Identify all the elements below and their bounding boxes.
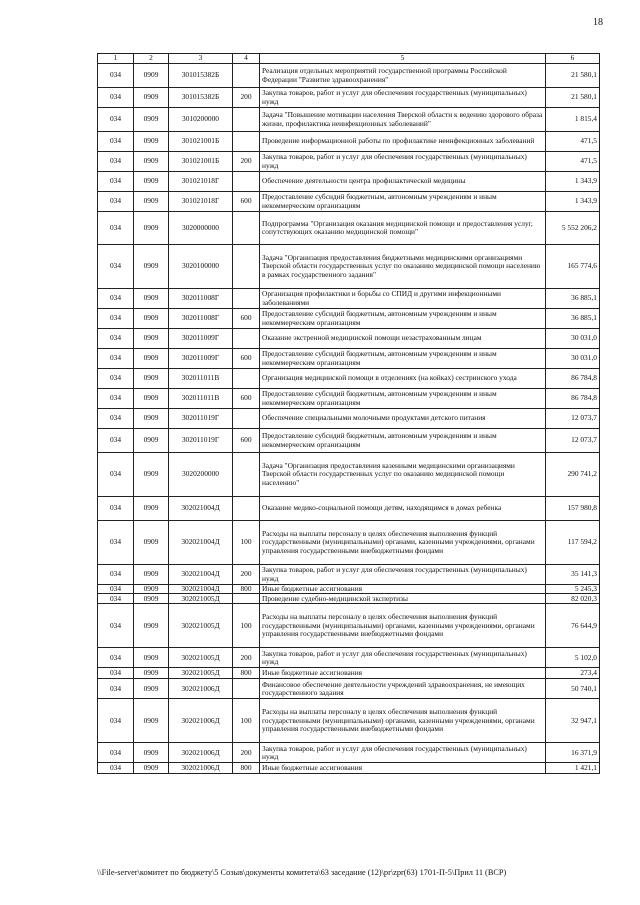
expense-type-code: 200 [233, 565, 260, 585]
ministry-code: 034 [98, 289, 134, 309]
target-article-code: 302011019Г [169, 429, 233, 453]
ministry-code: 034 [98, 604, 134, 648]
amount: 21 580,1 [546, 88, 600, 108]
table-row [98, 132, 600, 152]
section-code: 0909 [134, 108, 169, 132]
amount: 76 644,9 [546, 604, 600, 648]
ministry-code: 034 [98, 585, 134, 594]
amount: 471,5 [546, 152, 600, 172]
expense-type-code: 800 [233, 763, 260, 774]
table-row [98, 679, 600, 699]
amount: 36 885,1 [546, 289, 600, 309]
ministry-code: 034 [98, 108, 134, 132]
page-number: 18 [593, 17, 603, 28]
expense-type-code: 600 [233, 429, 260, 453]
table-row [98, 172, 600, 192]
target-article-code: 302021005Д [169, 648, 233, 668]
expense-type-code [233, 212, 260, 245]
table-body [98, 64, 600, 774]
table-row [98, 565, 600, 585]
item-description: Закупка товаров, работ и услуг для обеспечения государственных (муниципальных) нужд [260, 743, 546, 763]
target-article-code: 302011008Г [169, 289, 233, 309]
table-row [98, 152, 600, 172]
item-description: Оказание медико-социальной помощи детям, находящимся в домах ребенка [260, 497, 546, 521]
item-description: Предоставление субсидий бюджетным, автономным учреждениям и иным некоммерческим организациям [260, 389, 546, 409]
table-row [98, 648, 600, 668]
expense-type-code: 200 [233, 648, 260, 668]
target-article-code: 302011011В [169, 369, 233, 389]
section-code: 0909 [134, 132, 169, 152]
target-article-code: 302011011В [169, 389, 233, 409]
section-code: 0909 [134, 409, 169, 429]
target-article-code: 302021004Д [169, 497, 233, 521]
expense-type-code [233, 172, 260, 192]
target-article-code: 302021006Д [169, 679, 233, 699]
table-row [98, 604, 600, 648]
ministry-code: 034 [98, 699, 134, 743]
target-article-code: 302021004Д [169, 521, 233, 565]
table-row [98, 521, 600, 565]
target-article-code: 302011009Г [169, 349, 233, 369]
column-header: 1 [98, 54, 134, 64]
amount: 1 343,9 [546, 192, 600, 212]
table-row [98, 497, 600, 521]
ministry-code: 034 [98, 172, 134, 192]
expense-type-code: 800 [233, 668, 260, 679]
amount: 5 245,3 [546, 585, 600, 594]
table-row [98, 743, 600, 763]
expense-type-code: 600 [233, 389, 260, 409]
target-article-code: 302011008Г [169, 309, 233, 329]
section-code: 0909 [134, 349, 169, 369]
section-code: 0909 [134, 369, 169, 389]
file-path-footer: \\File-server\комитет по бюджету\5 Созыв\документы комитета\63 заседание (12)\pr\zpr(63) 1701-П-5\Прил 11 (ВСР) [97, 868, 507, 877]
amount: 5 102,0 [546, 648, 600, 668]
expense-type-code [233, 329, 260, 349]
ministry-code: 034 [98, 309, 134, 329]
target-article-code: 302021006Д [169, 763, 233, 774]
item-description: Проведение судебно-медицинской экспертизы [260, 594, 546, 604]
table-row [98, 329, 600, 349]
ministry-code: 034 [98, 152, 134, 172]
section-code: 0909 [134, 699, 169, 743]
target-article-code: 302021006Д [169, 743, 233, 763]
table-row [98, 409, 600, 429]
column-header: 6 [546, 54, 600, 64]
section-code: 0909 [134, 152, 169, 172]
item-description: Расходы на выплаты персоналу в целях обеспечения выполнения функций государственными (муниципальными) органами, казенными учреждениями, органами управления государственными внебюджетными фондами [260, 521, 546, 565]
ministry-code: 034 [98, 497, 134, 521]
section-code: 0909 [134, 212, 169, 245]
column-header: 5 [260, 54, 546, 64]
expense-type-code [233, 497, 260, 521]
ministry-code: 034 [98, 668, 134, 679]
item-description: Расходы на выплаты персоналу в целях обеспечения выполнения функций государственными (муниципальными) органами, казенными учреждениями, органами управления государственными внебюджетными фондами [260, 604, 546, 648]
amount: 12 073,7 [546, 409, 600, 429]
section-code: 0909 [134, 604, 169, 648]
expense-type-code [233, 108, 260, 132]
expense-type-code [233, 594, 260, 604]
ministry-code: 034 [98, 743, 134, 763]
section-code: 0909 [134, 648, 169, 668]
ministry-code: 034 [98, 763, 134, 774]
ministry-code: 034 [98, 212, 134, 245]
item-description: Закупка товаров, работ и услуг для обеспечения государственных (муниципальных) нужд [260, 648, 546, 668]
amount: 21 580,1 [546, 64, 600, 88]
section-code: 0909 [134, 743, 169, 763]
expense-type-code: 100 [233, 604, 260, 648]
amount: 30 031,0 [546, 329, 600, 349]
amount: 5 552 206,2 [546, 212, 600, 245]
section-code: 0909 [134, 594, 169, 604]
ministry-code: 034 [98, 648, 134, 668]
table-row [98, 88, 600, 108]
amount: 12 073,7 [546, 429, 600, 453]
item-description: Предоставление субсидий бюджетным, автономным учреждениям и иным некоммерческим организациям [260, 429, 546, 453]
amount: 32 947,1 [546, 699, 600, 743]
ministry-code: 034 [98, 192, 134, 212]
section-code: 0909 [134, 88, 169, 108]
ministry-code: 034 [98, 453, 134, 497]
ministry-code: 034 [98, 329, 134, 349]
target-article-code: 3020200000 [169, 453, 233, 497]
target-article-code: 301021001Б [169, 152, 233, 172]
expense-type-code [233, 453, 260, 497]
expense-type-code: 800 [233, 585, 260, 594]
expense-type-code [233, 64, 260, 88]
column-header: 3 [169, 54, 233, 64]
expense-type-code: 100 [233, 521, 260, 565]
ministry-code: 034 [98, 369, 134, 389]
section-code: 0909 [134, 497, 169, 521]
target-article-code: 302021005Д [169, 668, 233, 679]
expense-type-code [233, 289, 260, 309]
target-article-code: 302021006Д [169, 699, 233, 743]
target-article-code: 301015382Б [169, 64, 233, 88]
ministry-code: 034 [98, 132, 134, 152]
ministry-code: 034 [98, 521, 134, 565]
section-code: 0909 [134, 245, 169, 289]
table-row [98, 349, 600, 369]
target-article-code: 301021018Г [169, 192, 233, 212]
item-description: Реализация отдельных мероприятий государственной программы Российской Федерации "Развитие здравоохранения" [260, 64, 546, 88]
section-code: 0909 [134, 64, 169, 88]
amount: 290 741,2 [546, 453, 600, 497]
table-row [98, 369, 600, 389]
expense-type-code [233, 679, 260, 699]
target-article-code: 3020000000 [169, 212, 233, 245]
amount: 86 784,8 [546, 369, 600, 389]
amount: 50 740,1 [546, 679, 600, 699]
header-row [98, 54, 600, 64]
amount: 471,5 [546, 132, 600, 152]
table-row [98, 289, 600, 309]
item-description: Организация медицинской помощи в отделениях (на койках) сестринского ухода [260, 369, 546, 389]
table-row [98, 585, 600, 594]
ministry-code: 034 [98, 64, 134, 88]
table-row [98, 763, 600, 774]
target-article-code: 302011019Г [169, 409, 233, 429]
section-code: 0909 [134, 565, 169, 585]
expense-type-code: 600 [233, 309, 260, 329]
target-article-code: 302021005Д [169, 594, 233, 604]
amount: 117 594,2 [546, 521, 600, 565]
target-article-code: 301021018Г [169, 172, 233, 192]
section-code: 0909 [134, 585, 169, 594]
target-article-code: 302011009Г [169, 329, 233, 349]
expense-type-code: 600 [233, 349, 260, 369]
ministry-code: 034 [98, 88, 134, 108]
table-row [98, 108, 600, 132]
item-description: Проведение информационной работы по профилактике неинфекционных заболеваний [260, 132, 546, 152]
expense-type-code [233, 245, 260, 289]
expense-type-code: 200 [233, 152, 260, 172]
ministry-code: 034 [98, 594, 134, 604]
section-code: 0909 [134, 429, 169, 453]
expense-type-code: 200 [233, 88, 260, 108]
section-code: 0909 [134, 172, 169, 192]
section-code: 0909 [134, 679, 169, 699]
item-description: Иные бюджетные ассигнования [260, 763, 546, 774]
amount: 157 980,8 [546, 497, 600, 521]
ministry-code: 034 [98, 245, 134, 289]
item-description: Финансовое обеспечение деятельности учреждений здравоохранения, не имеющих государственного задания [260, 679, 546, 699]
expense-type-code [233, 132, 260, 152]
section-code: 0909 [134, 521, 169, 565]
item-description: Подпрограмма "Организация оказания медицинской помощи и предоставления услуг, сопутствующих оказанию медицинской помощи" [260, 212, 546, 245]
amount: 1 343,9 [546, 172, 600, 192]
section-code: 0909 [134, 389, 169, 409]
amount: 16 371,9 [546, 743, 600, 763]
budget-table [97, 53, 600, 774]
target-article-code: 3010200000 [169, 108, 233, 132]
item-description: Задача "Организация предоставления казенными медицинскими организациями Тверской области государственных услуг по оказанию медицинской помощи населению" [260, 453, 546, 497]
section-code: 0909 [134, 329, 169, 349]
table-row [98, 212, 600, 245]
table-row [98, 594, 600, 604]
section-code: 0909 [134, 192, 169, 212]
column-header: 4 [233, 54, 260, 64]
ministry-code: 034 [98, 349, 134, 369]
section-code: 0909 [134, 668, 169, 679]
item-description: Закупка товаров, работ и услуг для обеспечения государственных (муниципальных) нужд [260, 152, 546, 172]
item-description: Обеспечение специальными молочными продуктами детского питания [260, 409, 546, 429]
table-row [98, 245, 600, 289]
ministry-code: 034 [98, 389, 134, 409]
item-description: Закупка товаров, работ и услуг для обеспечения государственных (муниципальных) нужд [260, 88, 546, 108]
item-description: Предоставление субсидий бюджетным, автономным учреждениям и иным некоммерческим организациям [260, 309, 546, 329]
item-description: Задача "Повышение мотивации населения Тверской области к ведению здорового образа жизни, профилактика неинфекционных заболеваний" [260, 108, 546, 132]
ministry-code: 034 [98, 679, 134, 699]
item-description: Оказание экстренной медицинской помощи незастрахованным лицам [260, 329, 546, 349]
ministry-code: 034 [98, 429, 134, 453]
section-code: 0909 [134, 289, 169, 309]
item-description: Закупка товаров, работ и услуг для обеспечения государственных (муниципальных) нужд [260, 565, 546, 585]
amount: 82 020,3 [546, 594, 600, 604]
target-article-code: 301021001Б [169, 132, 233, 152]
table-row [98, 64, 600, 88]
expense-type-code: 200 [233, 743, 260, 763]
table-row [98, 389, 600, 409]
table-row [98, 699, 600, 743]
item-description: Организация профилактики и борьбы со СПИД и другими инфекционными заболеваниями [260, 289, 546, 309]
item-description: Предоставление субсидий бюджетным, автономным учреждениям и иным некоммерческим организациям [260, 349, 546, 369]
target-article-code: 3020100000 [169, 245, 233, 289]
expense-type-code: 100 [233, 699, 260, 743]
target-article-code: 301015382Б [169, 88, 233, 108]
item-description: Иные бюджетные ассигнования [260, 668, 546, 679]
amount: 86 784,8 [546, 389, 600, 409]
section-code: 0909 [134, 309, 169, 329]
item-description: Обеспечение деятельности центра профилактической медицины [260, 172, 546, 192]
item-description: Предоставление субсидий бюджетным, автономным учреждениям и иным некоммерческим организациям [260, 192, 546, 212]
amount: 30 031,0 [546, 349, 600, 369]
section-code: 0909 [134, 453, 169, 497]
amount: 36 885,1 [546, 309, 600, 329]
target-article-code: 302021005Д [169, 604, 233, 648]
amount: 1 421,1 [546, 763, 600, 774]
amount: 165 774,6 [546, 245, 600, 289]
table-row [98, 429, 600, 453]
table-row [98, 453, 600, 497]
ministry-code: 034 [98, 409, 134, 429]
amount: 273,4 [546, 668, 600, 679]
ministry-code: 034 [98, 565, 134, 585]
table-row [98, 309, 600, 329]
expense-type-code [233, 409, 260, 429]
target-article-code: 302021004Д [169, 585, 233, 594]
table-row [98, 192, 600, 212]
column-header: 2 [134, 54, 169, 64]
item-description: Расходы на выплаты персоналу в целях обеспечения выполнения функций государственными (муниципальными) органами, казенными учреждениями, органами управления государственными внебюджетными фондами [260, 699, 546, 743]
item-description: Иные бюджетные ассигнования [260, 585, 546, 594]
target-article-code: 302021004Д [169, 565, 233, 585]
amount: 1 815,4 [546, 108, 600, 132]
expense-type-code [233, 369, 260, 389]
table-row [98, 668, 600, 679]
item-description: Задача "Организация предоставления бюджетными медицинскими организациями Тверской области государственных услуг по оказанию медицинской помощи населению в рамках государственного задания" [260, 245, 546, 289]
section-code: 0909 [134, 763, 169, 774]
expense-type-code: 600 [233, 192, 260, 212]
amount: 35 141,3 [546, 565, 600, 585]
